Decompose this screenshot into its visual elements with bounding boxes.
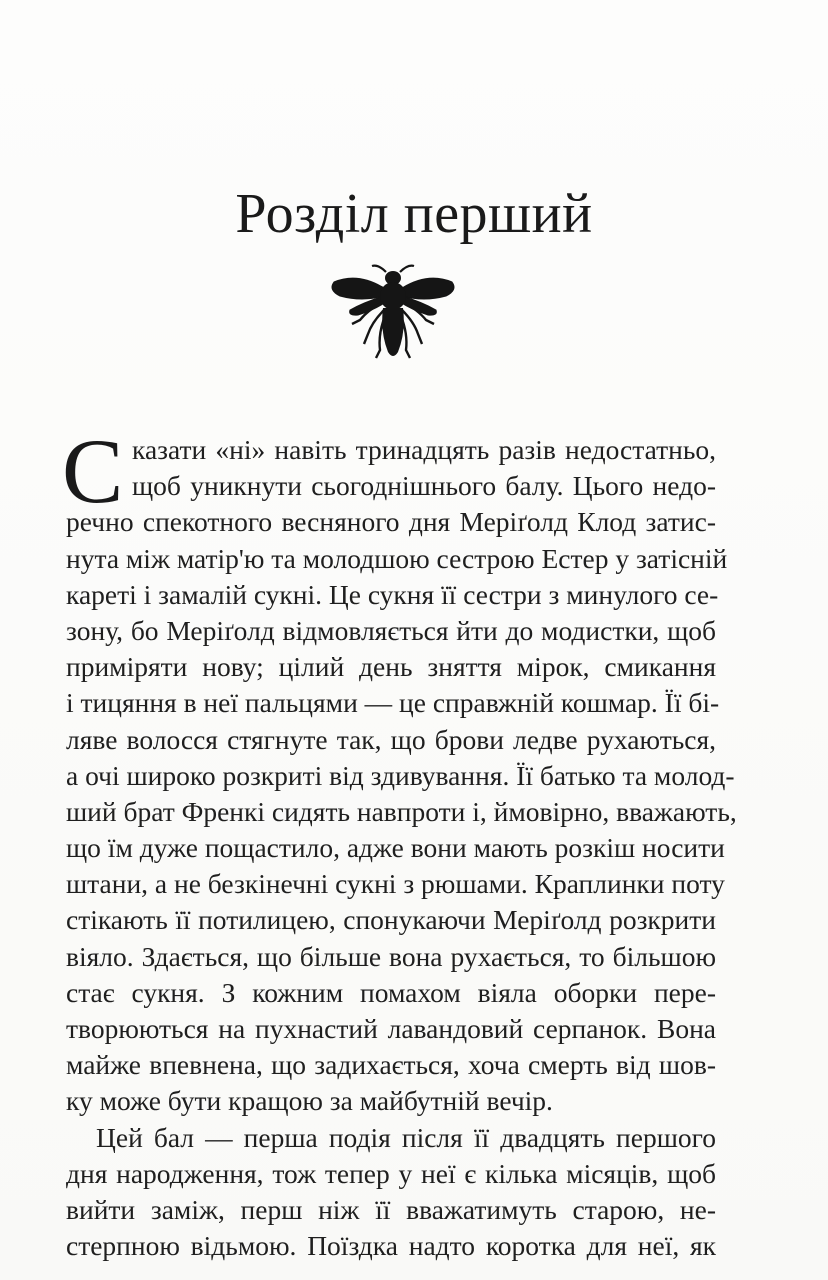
text-line: речно спекотного весняного дня Меріґолд Клод затис- xyxy=(66,506,716,538)
text-line: стає сукня. З кожним помахом віяла оборки пере- xyxy=(66,976,716,1008)
text-line: казати «ні» навіть тринадцять разів недостатньо, xyxy=(132,434,716,465)
chapter-body xyxy=(62,420,737,1264)
text-line: нута між матір'ю та молодшою сестрою Естер у затісній xyxy=(66,542,728,574)
text-line: ший брат Френкі сидять навпроти і, ймовірно, вважають, xyxy=(66,795,737,827)
text-line: штани, а не безкінечні сукні з рюшами. Краплинки поту xyxy=(66,868,725,900)
text-line: кареті і замалій сукні. Це сукня її сестри з минулого се- xyxy=(66,578,719,610)
text-line: зону, бо Меріґолд відмовляється йти до модистки, щоб xyxy=(66,614,716,646)
text-line: вийти заміж, перш ніж її вважатимуть старою, не- xyxy=(66,1193,716,1225)
text-line: і тицяння в неї пальцями — це справжній кошмар. Її бі- xyxy=(66,687,720,719)
text-line: що їм дуже пощастило, адже вони мають розкіш носити xyxy=(66,832,725,864)
text-line: приміряти нову; цілий день зняття мірок, смикання xyxy=(66,651,716,683)
text-line: Цей бал — перша подія після її двадцять першого xyxy=(96,1121,716,1153)
text-line: дня народження, тож тепер у неї є кілька місяців, щоб xyxy=(66,1157,716,1189)
text-line: стікають її потилицею, спонукаючи Меріґолд розкрити xyxy=(66,904,716,936)
bee-icon xyxy=(328,258,458,363)
text-line: ляве волосся стягнуте так, що брови ледве рухаються, xyxy=(66,723,716,755)
drop-cap: С xyxy=(62,420,124,522)
chapter-title: Розділ перший xyxy=(235,183,593,245)
text-line: ку може бути кращою за майбутній вечір. xyxy=(66,1085,553,1117)
text-line: стерпною відьмою. Поїздка надто коротка для неї, як xyxy=(66,1230,716,1262)
text-line: майже впевнена, що задихається, хоча смерть від шов- xyxy=(66,1049,716,1081)
text-line: творюються на пухнастий лавандовий серпанок. Вона xyxy=(66,1013,716,1044)
text-line: віяло. Здається, що більше вона рухається, то більшою xyxy=(66,940,716,972)
text-line: а очі широко розкриті від здивування. Її батько та молод- xyxy=(66,759,735,791)
text-line: щоб уникнути сьогоднішнього балу. Цього недо- xyxy=(132,470,716,502)
